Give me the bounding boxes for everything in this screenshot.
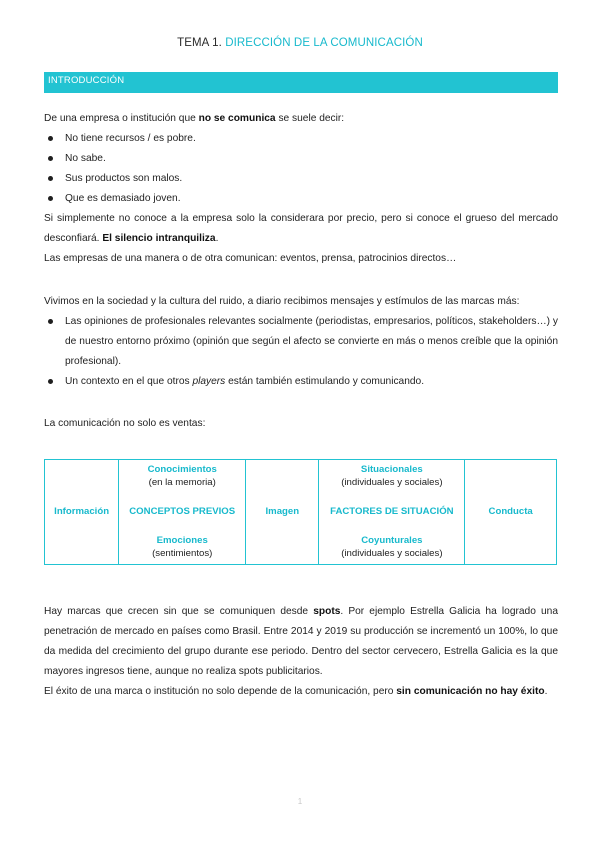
noise-block bbox=[44, 292, 558, 392]
paragraph-end: . bbox=[215, 233, 219, 244]
intro-paragraph-silence bbox=[44, 209, 558, 249]
list-item: No sabe. bbox=[44, 149, 558, 169]
section-header-introduccion: INTRODUCCIÓN bbox=[44, 72, 558, 93]
cell-factores-situacion bbox=[319, 460, 465, 565]
coyunturales-title: Coyunturales bbox=[361, 535, 423, 546]
tema-subject: DIRECCIÓN DE LA COMUNICACIÓN bbox=[221, 37, 423, 49]
paragraph-end: . bbox=[544, 686, 548, 697]
list-item: Sus productos son malos. bbox=[44, 169, 558, 189]
intro-lead bbox=[44, 109, 558, 129]
informacion-label: Información bbox=[54, 505, 110, 517]
intro-bullet-list bbox=[44, 129, 558, 209]
page-number: 1 bbox=[297, 797, 303, 806]
list-item: No tiene recursos / es pobre. bbox=[44, 129, 558, 149]
situacionales-title: Situacionales bbox=[360, 464, 423, 475]
sales-lead: La comunicación no solo es ventas: bbox=[44, 418, 206, 429]
emociones-sub: (sentimientos) bbox=[152, 547, 213, 559]
factores-label: FACTORES DE SITUACIÓN bbox=[330, 505, 454, 517]
bullet-text: Un contexto en el que otros bbox=[65, 376, 193, 387]
intro-lead-text: De una empresa o institución que bbox=[44, 113, 199, 124]
intro-paragraph-channels: Las empresas de una manera o de otra comunican: eventos, prensa, patrocinios directos… bbox=[44, 253, 457, 264]
noise-lead: Vivimos en la sociedad y la cultura del ruido, a diario recibimos mensajes y estímulos de las marcas más: bbox=[44, 296, 520, 307]
coyunturales-sub: (individuales y sociales) bbox=[341, 547, 443, 559]
conducta-label: Conducta bbox=[488, 505, 533, 517]
paragraph-text: Si simplemente no conoce a la empresa solo la considerara por precio, pero si conoce el grueso del mercado desconfiará. bbox=[44, 213, 558, 244]
list-item: Las opiniones de profesionales relevantes socialmente (periodistas, empresarios, políticos, stakeholders…) y de nuestro entorno próximo (opinión que según el afecto se convierte en más o menos creíble que la opinión profesional). bbox=[44, 312, 558, 372]
conceptos-previos-label: CONCEPTOS PREVIOS bbox=[129, 505, 236, 517]
situacionales-sub: (individuales y sociales) bbox=[341, 476, 443, 488]
cell-informacion bbox=[45, 460, 119, 565]
cell-conceptos-previos bbox=[119, 460, 246, 565]
bullet-italic: players bbox=[192, 376, 226, 387]
intro-lead-after: se suele decir: bbox=[275, 113, 345, 124]
paragraph-text: Hay marcas que crecen sin que se comuniquen desde bbox=[44, 606, 314, 617]
conocimientos-sub: (en la memoria) bbox=[148, 476, 216, 488]
imagen-label: Imagen bbox=[265, 505, 300, 517]
cell-conducta bbox=[465, 460, 557, 565]
communication-diagram-table bbox=[44, 459, 557, 565]
paragraph-bold: El silencio intranquiliza bbox=[102, 233, 216, 244]
noise-bullet-list bbox=[44, 312, 558, 392]
conocimientos-title: Conocimientos bbox=[147, 464, 217, 475]
emociones-title: Emociones bbox=[156, 535, 208, 546]
closing-block bbox=[44, 602, 558, 702]
paragraph-text-after: . Por ejemplo Estrella Galicia ha logrado una penetración de mercado en países como Brasil. Entre 2014 y 2019 su producción se incrementó un 100%, lo que da medida del crecimiento del grupo durante ese periodo. Dentro del sector cervecero, Estrella Galicia es la que mayores ingresos tiene, aunque no realiza spots publicitarios. bbox=[44, 606, 558, 677]
intro-lead-bold: no se comunica bbox=[198, 113, 276, 124]
list-item bbox=[44, 372, 558, 392]
paragraph-bold: sin comunicación no hay éxito bbox=[396, 686, 545, 697]
tema-label: TEMA 1. bbox=[177, 37, 222, 49]
closing-paragraph-success bbox=[44, 682, 558, 702]
bullet-text-after: están también estimulando y comunicando. bbox=[225, 376, 425, 387]
paragraph-bold: spots bbox=[313, 606, 341, 617]
page-title bbox=[0, 37, 600, 49]
list-item: Que es demasiado joven. bbox=[44, 189, 558, 209]
cell-imagen bbox=[246, 460, 319, 565]
closing-paragraph-spots bbox=[44, 602, 558, 682]
intro-block bbox=[44, 109, 558, 269]
paragraph-text: El éxito de una marca o institución no solo depende de la comunicación, pero bbox=[44, 686, 397, 697]
